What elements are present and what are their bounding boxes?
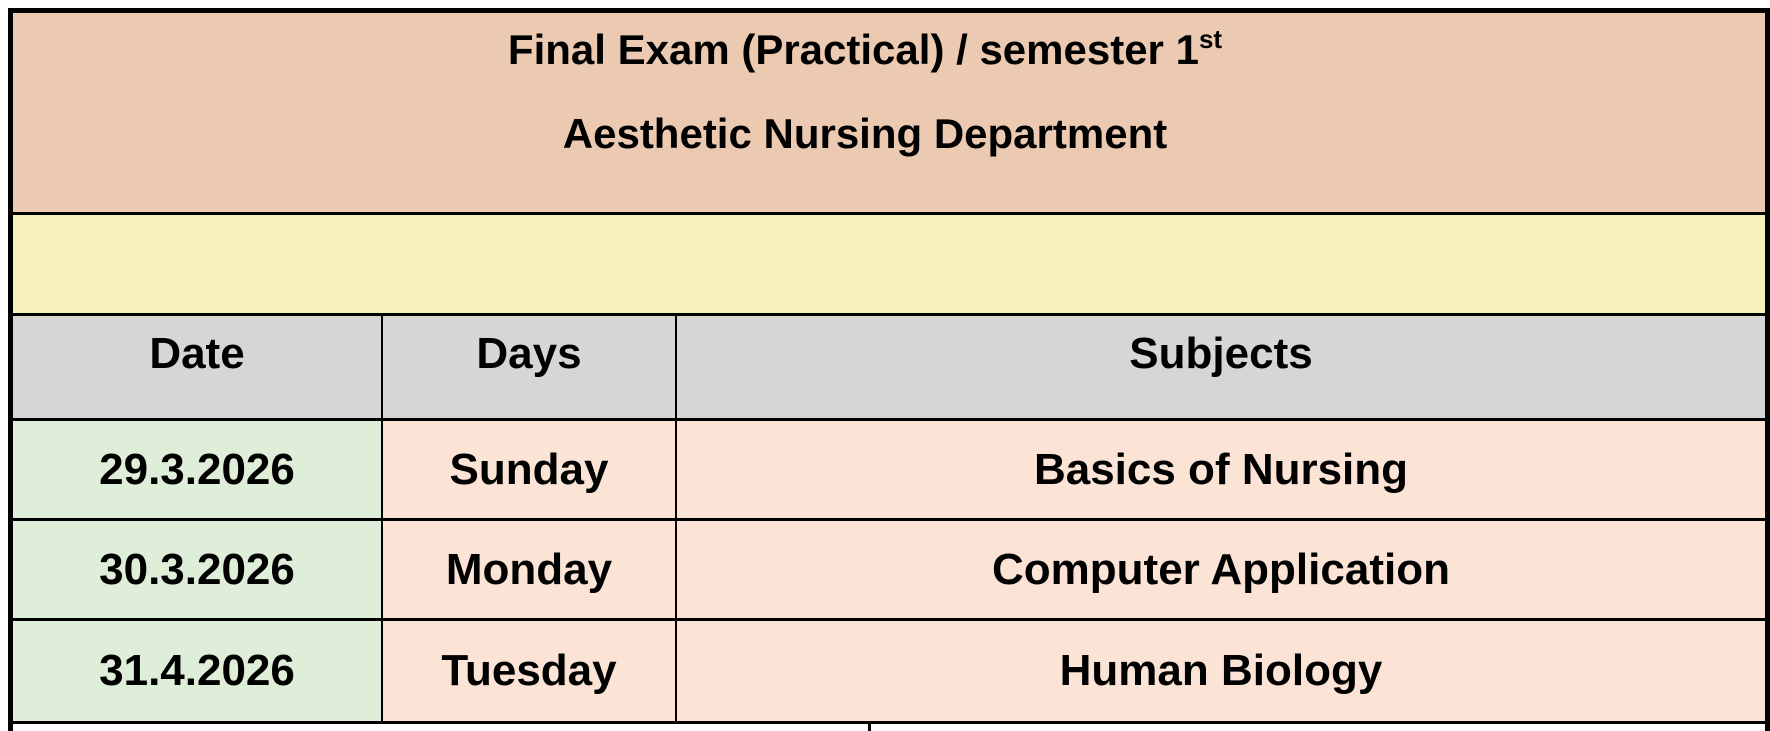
cut-off-column-divider	[868, 724, 871, 731]
exam-title	[507, 24, 1223, 73]
department-title: Aesthetic Nursing Department	[562, 110, 1168, 157]
table-row	[13, 621, 1765, 724]
empty-spacer-band	[13, 215, 1765, 316]
exam-title-ordinal-superscript: st	[1198, 24, 1223, 54]
column-header-date: Date	[13, 316, 383, 418]
title-band	[13, 13, 1765, 215]
day-cell: Monday	[383, 521, 677, 618]
exam-schedule-table	[8, 8, 1770, 731]
column-header-subjects: Subjects	[677, 316, 1765, 418]
date-cell: 30.3.2026	[13, 521, 383, 618]
subject-cell: Basics of Nursing	[677, 421, 1765, 518]
cut-off-next-row	[13, 724, 1765, 731]
subject-cell: Computer Application	[677, 521, 1765, 618]
day-cell: Sunday	[383, 421, 677, 518]
day-cell: Tuesday	[383, 621, 677, 721]
table-row	[13, 421, 1765, 521]
table-header-row	[13, 316, 1765, 421]
column-header-days: Days	[383, 316, 677, 418]
date-cell: 29.3.2026	[13, 421, 383, 518]
table-row	[13, 521, 1765, 621]
exam-title-text: Final Exam (Practical) / semester 1	[507, 26, 1199, 73]
date-cell: 31.4.2026	[13, 621, 383, 721]
subject-cell: Human Biology	[677, 621, 1765, 721]
